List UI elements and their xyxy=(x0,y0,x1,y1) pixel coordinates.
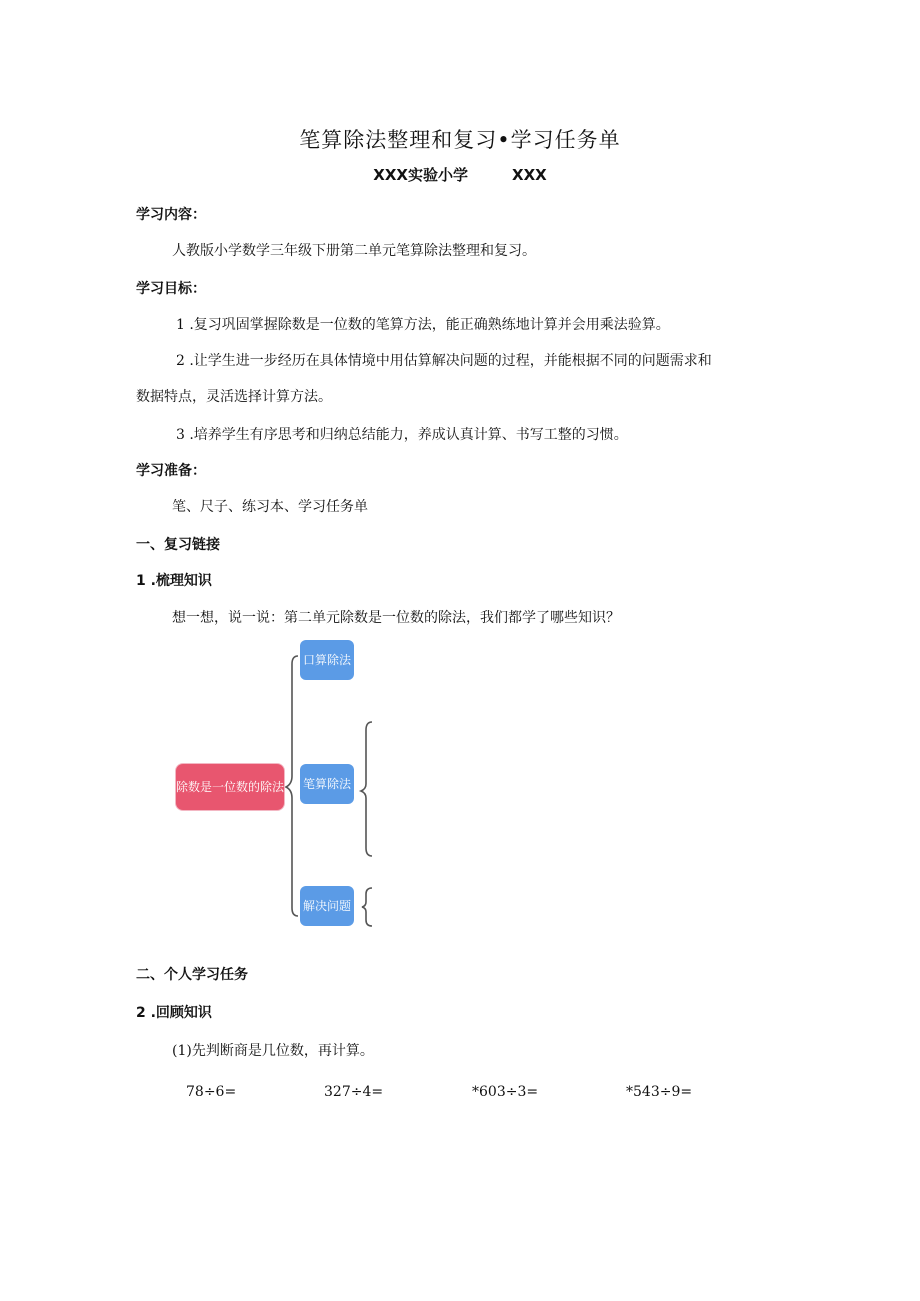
calc-item: 327÷4= xyxy=(324,1084,384,1100)
main-brace xyxy=(286,656,298,916)
brace-problem xyxy=(362,888,372,926)
mindmap-problem-solving: 解决问题 xyxy=(300,886,354,926)
mindmap-root: 除数是一位数的除法 xyxy=(176,764,284,810)
calc-item: *603÷3= xyxy=(472,1084,539,1100)
prep-text: 笔、尺子、练习本、学习任务单 xyxy=(172,499,368,515)
prep-label: 学习准备： xyxy=(136,463,206,479)
brace-written xyxy=(361,722,372,856)
document-subtitle xyxy=(0,164,920,185)
school-name: XXX实验小学 xyxy=(373,166,468,184)
part2-subheading: 2 .回顾知识 xyxy=(136,1005,212,1021)
author-name: XXX xyxy=(512,166,547,184)
part2-instruction: (1)先判断商是几位数，再计算。 xyxy=(172,1043,374,1059)
part1-heading: 一、复习链接 xyxy=(136,537,220,553)
part1-subheading: 1 .梳理知识 xyxy=(136,573,212,589)
knowledge-mindmap xyxy=(176,636,376,931)
content-text: 人教版小学数学三年级下册第二单元笔算除法整理和复习。 xyxy=(172,243,536,259)
content-label: 学习内容： xyxy=(136,207,206,223)
goal-2-cont: 数据特点，灵活选择计算方法。 xyxy=(136,389,332,405)
goals-label: 学习目标： xyxy=(136,281,206,297)
part2-heading: 二、个人学习任务 xyxy=(136,967,248,983)
goal-3: 3 .培养学生有序思考和归纳总结能力，养成认真计算、书写工整的习惯。 xyxy=(176,427,628,443)
mindmap-written-division: 笔算除法 xyxy=(300,764,354,804)
mindmap-oral-division: 口算除法 xyxy=(300,640,354,680)
document-title: 笔算除法整理和复习•学习任务单 xyxy=(299,128,621,152)
goal-1: 1 .复习巩固掌握除数是一位数的笔算方法，能正确熟练地计算并会用乘法验算。 xyxy=(176,317,670,333)
goal-2: 2 .让学生进一步经历在具体情境中用估算解决问题的过程，并能根据不同的问题需求和 xyxy=(176,353,712,369)
part1-question: 想一想，说一说：第二单元除数是一位数的除法，我们都学了哪些知识？ xyxy=(172,610,620,626)
calc-item: 78÷6= xyxy=(186,1084,237,1100)
calc-item: *543÷9= xyxy=(626,1084,693,1100)
